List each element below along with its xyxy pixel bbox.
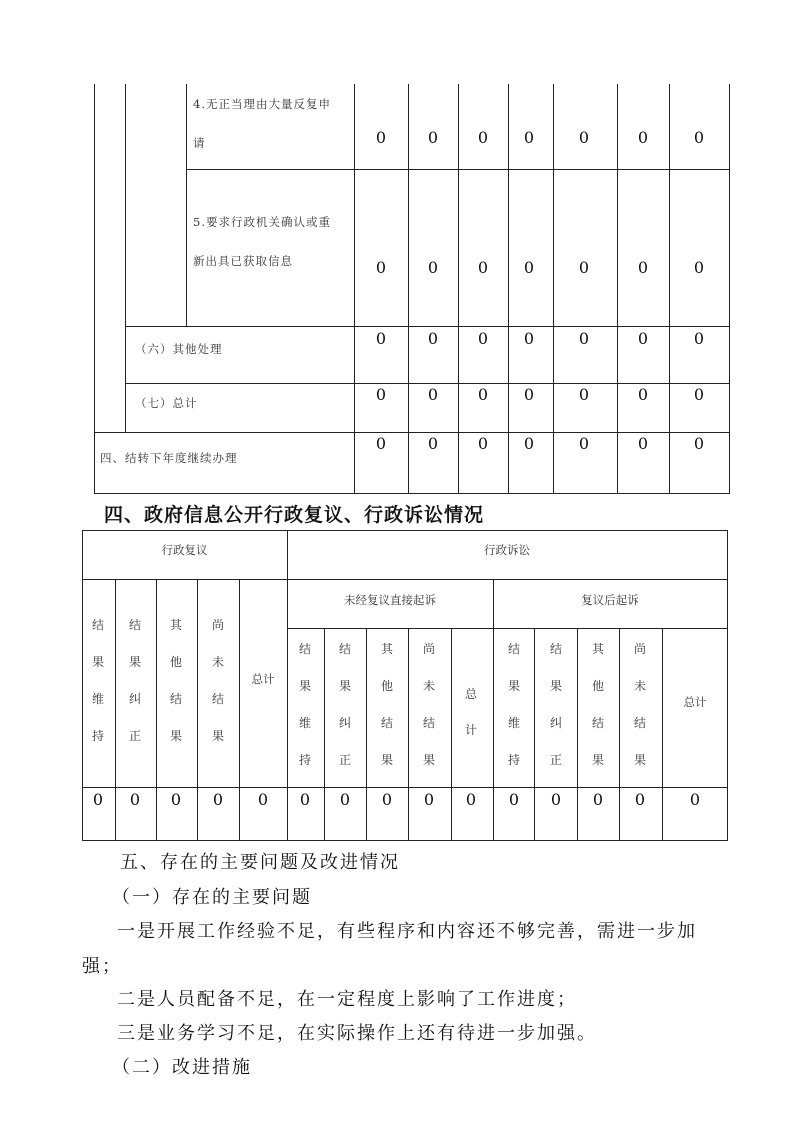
table1-cell-value: 0 [375,434,387,453]
column-header-char: 果 [591,753,604,767]
table1-cell-value: 0 [578,385,590,404]
row-label-carried-over: 四、结转下年度继续办理 [100,451,238,465]
column-header-char: 结 [298,642,311,656]
column-header-char: 果 [507,679,520,693]
table1-cell-value: 0 [375,258,387,277]
column-header-char: 结 [380,716,393,730]
table1-cell-value: 0 [578,128,590,147]
column-header-char: 纠 [338,716,351,730]
column-header-char: 正 [338,753,351,767]
table1-cell-value: 0 [578,329,590,348]
table2-cell-value: 0 [92,790,104,809]
row-label-line: 5.要求行政机关确认或重 [193,215,331,229]
column-header-char: 尚 [422,642,435,656]
table1-cell-value: 0 [637,434,649,453]
table1-cell-value: 0 [693,128,705,147]
table1-cell-value: 0 [637,258,649,277]
column-header-char: 结 [507,642,520,656]
column-header-total-char: 总 [464,687,477,701]
table2-cell-value: 0 [299,790,311,809]
paragraph-1-line-1: 一是开展工作经验不足，有些程序和内容还不够完善，需进一步加 [117,921,697,942]
column-header-char: 果 [91,655,104,669]
column-header-char: 结 [549,642,562,656]
header-direct-suit: 未经复议直接起诉 [344,593,436,607]
column-header-char: 正 [128,729,141,743]
row-label-repeated-requests [193,85,353,163]
table2-cell-value: 0 [170,790,182,809]
table2-cell-value: 0 [465,790,477,809]
column-header-char: 果 [211,729,224,743]
table1-cell-value: 0 [637,128,649,147]
table1-cell-value: 0 [477,128,489,147]
subsection-2-title: （二）改进措施 [112,1057,252,1078]
table2-cell-value: 0 [257,790,269,809]
table2-cell-value: 0 [634,790,646,809]
table1-cell-value: 0 [523,128,535,147]
table1-cell-value: 0 [523,258,535,277]
column-header-char: 维 [507,716,520,730]
column-header-char: 其 [591,642,604,656]
column-header-char: 持 [91,729,104,743]
table1-cell-value: 0 [637,385,649,404]
column-header-char: 结 [211,692,224,706]
column-header-total-char: 计 [464,723,477,737]
column-header-char: 结 [633,716,646,730]
header-suit-after-review: 复议后起诉 [581,593,639,607]
row-label-reissue-info [193,203,353,281]
column-header-char: 纠 [128,692,141,706]
table2-cell-value: 0 [508,790,520,809]
paragraph-3: 三是业务学习不足，在实际操作上还有待进一步加强。 [117,1023,597,1044]
column-header-char: 他 [591,679,604,693]
column-header-char: 持 [298,753,311,767]
table1-cell-value: 0 [693,258,705,277]
table1-cell-value: 0 [427,329,439,348]
header-admin-litigation: 行政诉讼 [484,543,530,557]
column-header-char: 果 [380,753,393,767]
table2-cell-value: 0 [339,790,351,809]
table2-cell-value: 0 [689,790,701,809]
row-label-other-handling: （六）其他处理 [135,342,223,356]
table2-cell-value: 0 [550,790,562,809]
row-label-total: （七）总计 [135,396,198,410]
column-header-char: 果 [298,679,311,693]
column-header-char: 其 [169,618,182,632]
table1-cell-value: 0 [693,329,705,348]
table2-cell-value: 0 [423,790,435,809]
column-header-char: 结 [338,642,351,656]
column-header-char: 维 [91,692,104,706]
table1-cell-value: 0 [427,128,439,147]
table2-cell-value: 0 [212,790,224,809]
table1-cell-value: 0 [375,385,387,404]
table2-cell-value: 0 [129,790,141,809]
column-header-char: 维 [298,716,311,730]
table1-cell-value: 0 [427,258,439,277]
column-header-char: 结 [422,716,435,730]
table1-cell-value: 0 [427,385,439,404]
column-header-char: 果 [549,679,562,693]
header-admin-review: 行政复议 [161,543,208,557]
table1-cell-value: 0 [477,385,489,404]
paragraph-1-line-2: 强； [82,956,122,977]
column-header-char: 持 [507,753,520,767]
table1-cell-value: 0 [375,329,387,348]
column-header-char: 结 [591,716,604,730]
table1-cell-value: 0 [523,385,535,404]
column-header-char: 果 [422,753,435,767]
column-header-char: 纠 [549,716,562,730]
column-header-char: 果 [338,679,351,693]
table1-cell-value: 0 [637,329,649,348]
column-header-char: 结 [169,692,182,706]
column-header-total: 总计 [251,672,275,686]
column-header-char: 其 [380,642,393,656]
section-4-title: 四、政府信息公开行政复议、行政诉讼情况 [104,504,485,526]
table1-cell-value: 0 [427,434,439,453]
column-header-char: 他 [380,679,393,693]
column-header-char: 果 [128,655,141,669]
section-5-title: 五、存在的主要问题及改进情况 [120,852,400,873]
table1-cell-value: 0 [693,385,705,404]
column-header-char: 未 [633,679,646,693]
column-header-total: 总计 [683,695,707,709]
column-header-char: 果 [169,729,182,743]
column-header-char: 他 [169,655,182,669]
subsection-1-title: （一）存在的主要问题 [112,887,312,908]
column-header-char: 果 [633,753,646,767]
table1-cell-value: 0 [477,258,489,277]
table1-cell-value: 0 [523,329,535,348]
column-header-char: 未 [211,655,224,669]
column-header-char: 未 [422,679,435,693]
table2-cell-value: 0 [381,790,393,809]
row-label-line: 请 [193,136,206,150]
paragraph-2: 二是人员配备不足，在一定程度上影响了工作进度； [117,989,577,1010]
column-header-char: 结 [128,618,141,632]
table1-cell-value: 0 [578,434,590,453]
table1-cell-value: 0 [477,434,489,453]
row-label-line: 4.无正当理由大量反复申 [193,97,331,111]
table1-cell-value: 0 [578,258,590,277]
row-label-line: 新出具已获取信息 [193,254,293,268]
table1-cell-value: 0 [523,434,535,453]
column-header-char: 结 [91,618,104,632]
column-header-char: 尚 [211,618,224,632]
table2-cell-value: 0 [592,790,604,809]
table1-cell-value: 0 [693,434,705,453]
table1-cell-value: 0 [477,329,489,348]
column-header-char: 正 [549,753,562,767]
table1-cell-value: 0 [375,128,387,147]
column-header-char: 尚 [633,642,646,656]
